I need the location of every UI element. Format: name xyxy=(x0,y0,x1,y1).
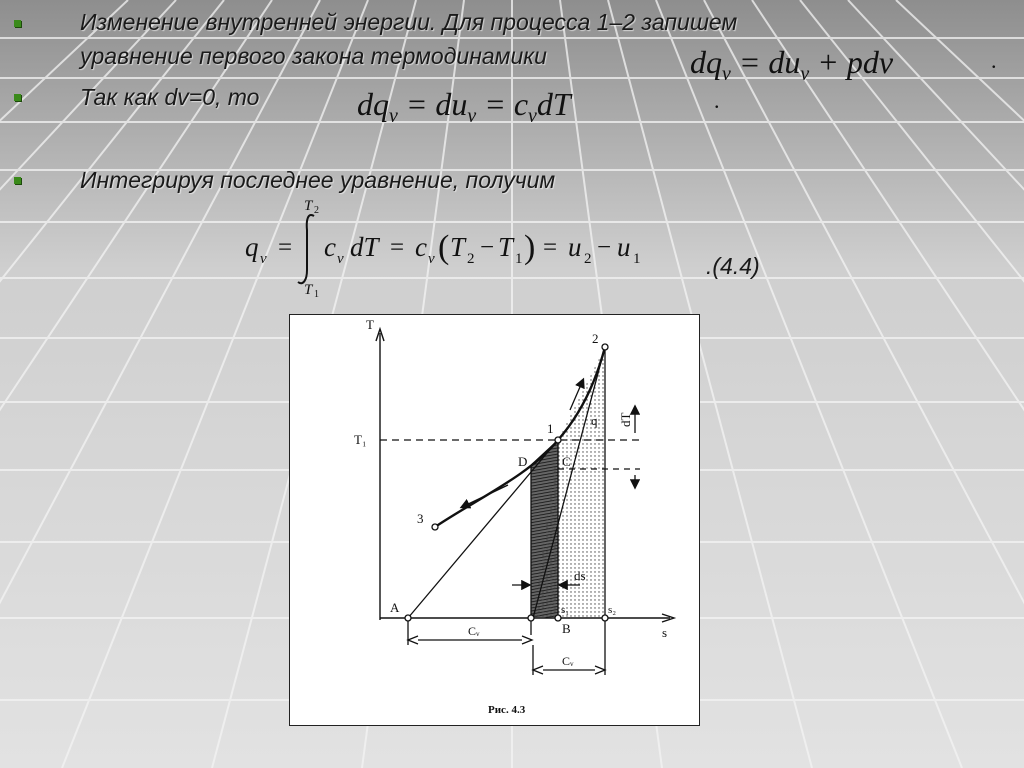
svg-text:c: c xyxy=(324,232,336,262)
figure-4-3 xyxy=(289,314,700,726)
svg-text:v: v xyxy=(428,251,435,267)
bullet-marker-1 xyxy=(14,20,21,27)
formula-first-law: $dq_v = du_v$ + pdv xyxy=(690,44,894,85)
svg-text:u: u xyxy=(617,232,631,262)
cv2-arrow-right xyxy=(595,666,605,674)
svg-text:v: v xyxy=(260,251,267,267)
label-axis-s: s xyxy=(662,625,668,640)
point-1 xyxy=(555,437,561,443)
label-s1: s₁ xyxy=(561,604,570,616)
label-d: D xyxy=(518,454,528,469)
svg-text:=: = xyxy=(278,234,293,261)
bullet-3-text: Интегрируя последнее уравнение, получим xyxy=(80,167,556,193)
svg-text:u: u xyxy=(568,232,582,262)
bullet-1-line-1: Изменение внутренней энергии. Для процесса 1–2 запишем xyxy=(80,9,738,35)
svg-text:q: q xyxy=(245,232,259,262)
formula-dot-1: . xyxy=(991,48,997,73)
svg-text:2: 2 xyxy=(314,205,319,216)
formula-dot-2: . xyxy=(714,88,720,113)
svg-text:): ) xyxy=(524,229,536,266)
svg-text:T: T xyxy=(304,282,313,298)
label-t1: T₁ xyxy=(354,432,367,447)
svg-text:2: 2 xyxy=(467,251,475,267)
label-a: A xyxy=(390,600,400,615)
arrow-toward-3 xyxy=(462,485,508,507)
svg-text:v: v xyxy=(337,251,344,267)
label-q: q xyxy=(591,413,598,428)
figure-caption: Рис. 4.3 xyxy=(488,704,526,716)
cv1-arrow-left xyxy=(408,636,418,644)
formula-constant-volume: $dq_v = du_v = c_vdT$ xyxy=(357,86,571,127)
svg-text:=: = xyxy=(543,234,558,261)
point-b-left xyxy=(528,615,534,621)
label-c: C xyxy=(562,454,571,469)
point-a xyxy=(405,615,411,621)
label-ds: ds xyxy=(574,568,586,583)
formula-integral xyxy=(240,196,670,300)
bullet-2-text: Так как dv=0, то xyxy=(80,84,260,110)
bullet-1-line-2: уравнение первого закона термодинамики xyxy=(80,43,547,69)
cv1-arrow-right xyxy=(522,636,532,644)
point-2 xyxy=(602,344,608,350)
svg-text:−: − xyxy=(480,234,495,261)
svg-text:T: T xyxy=(498,232,514,262)
svg-text:1: 1 xyxy=(633,251,641,267)
bullet-marker-3 xyxy=(14,177,21,184)
label-s2: s₂ xyxy=(608,604,617,616)
label-cv2: Cᵥ xyxy=(562,654,574,668)
label-b: B xyxy=(562,621,571,636)
svg-text:2: 2 xyxy=(584,251,592,267)
ts-diagram xyxy=(290,315,699,725)
svg-text:dT: dT xyxy=(350,232,379,262)
svg-text:1: 1 xyxy=(314,289,319,300)
svg-text:(: ( xyxy=(438,229,450,266)
svg-text:=: = xyxy=(390,234,405,261)
bullet-marker-2 xyxy=(14,94,21,101)
label-dt: dT xyxy=(618,412,633,427)
svg-text:c: c xyxy=(415,232,427,262)
equation-number: .(4.4) xyxy=(706,253,760,279)
svg-text:−: − xyxy=(597,234,612,261)
label-2: 2 xyxy=(592,331,599,346)
label-3: 3 xyxy=(417,511,424,526)
label-cv1: Cᵥ xyxy=(468,624,480,638)
svg-text:T: T xyxy=(304,198,313,214)
svg-text:1: 1 xyxy=(515,251,523,267)
svg-text:T: T xyxy=(450,232,466,262)
cv2-arrow-left xyxy=(533,666,543,674)
point-3 xyxy=(432,524,438,530)
label-1: 1 xyxy=(547,421,554,436)
label-axis-t: T xyxy=(366,317,374,332)
